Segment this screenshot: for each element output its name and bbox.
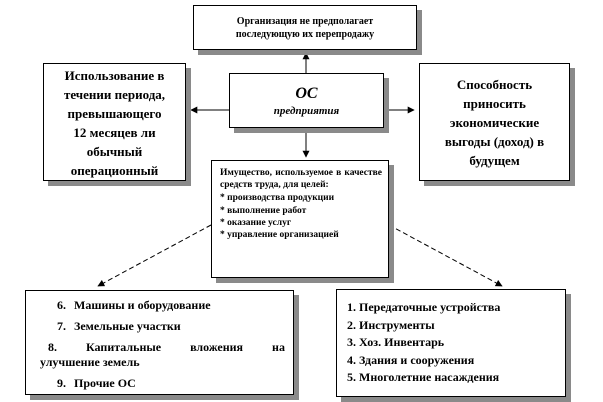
item-number: 9. <box>57 376 66 390</box>
item-text-continuation: улучшение земель <box>40 355 140 369</box>
box-usage-period-line: превышающего <box>67 106 162 121</box>
box-economic-benefit-line: приносить <box>463 95 526 111</box>
item-text: Хоз. Инвентарь <box>359 335 445 349</box>
item-number: 8. <box>48 340 57 354</box>
list-item <box>347 317 559 335</box>
item-number: 3. <box>347 335 356 349</box>
box-economic-benefit-line: будущем <box>469 152 520 168</box>
item-number: 1. <box>347 300 356 314</box>
center-title: ОС <box>295 84 318 102</box>
arrow-to-bottom-right <box>389 225 502 286</box>
list-item <box>347 352 559 370</box>
box-usage-period-line: 12 месяцев ли <box>73 125 156 140</box>
box-fixed-assets-center <box>229 73 384 128</box>
item-number: 4. <box>347 352 356 367</box>
item-text: Инструменты <box>359 317 435 332</box>
box-economic-benefit-line: Способность <box>456 76 533 92</box>
box-usage-period-line: обычный <box>86 144 143 159</box>
item-text-word: на <box>272 340 285 354</box>
item-text: Здания и сооружения <box>359 352 475 367</box>
list-item <box>347 369 559 387</box>
item-text: Земельные участки <box>74 319 181 333</box>
item-text: Передаточные устройства <box>359 300 501 314</box>
box-economic-benefit <box>419 63 570 181</box>
property-purposes-list <box>220 192 382 241</box>
item-number: 2. <box>347 317 356 332</box>
box-usage-period-line: операционный <box>70 163 159 178</box>
list-item <box>40 376 285 391</box>
list-item: * оказание услуг <box>220 217 292 228</box>
item-text-word: вложения <box>190 340 244 354</box>
item-number: 6. <box>57 298 66 312</box>
list-item: * выполнение работ <box>220 205 307 216</box>
property-purposes-intro: Имущество, используемое в качестве средств труда, для целей: <box>220 168 382 191</box>
box-economic-benefit-line: выгоды (доход) в <box>444 133 545 149</box>
box-economic-benefit-line: экономические <box>449 114 540 130</box>
box-property-purposes <box>211 160 389 278</box>
item-text-word: Капитальные <box>86 340 162 354</box>
list-item <box>40 298 285 313</box>
box-no-resale-line2: последующую их перепродажу <box>235 28 375 40</box>
center-subtitle: предприятия <box>273 104 340 117</box>
box-asset-list-right <box>336 289 566 397</box>
box-usage-period-line: течении периода, <box>63 87 166 102</box>
list-item: * управление организацией <box>220 230 339 241</box>
box-no-resale <box>193 5 417 50</box>
list-item <box>347 299 559 317</box>
item-text: Машины и оборудование <box>74 298 211 312</box>
list-item <box>40 319 285 334</box>
arrow-to-bottom-left <box>98 225 211 286</box>
asset-list-right <box>347 299 559 387</box>
item-text: Многолетние насаждения <box>359 370 500 384</box>
item-text: Прочие ОС <box>74 376 136 390</box>
box-usage-period <box>43 63 186 181</box>
list-item: * производства продукции <box>220 193 335 204</box>
list-item <box>347 334 559 352</box>
list-item <box>40 340 285 370</box>
box-usage-period-line: Использование в <box>64 68 165 83</box>
item-number: 7. <box>57 319 66 333</box>
item-number: 5. <box>347 370 356 384</box>
box-no-resale-line1: Организация не предполагает <box>236 15 374 27</box>
box-asset-list-left <box>25 290 294 395</box>
